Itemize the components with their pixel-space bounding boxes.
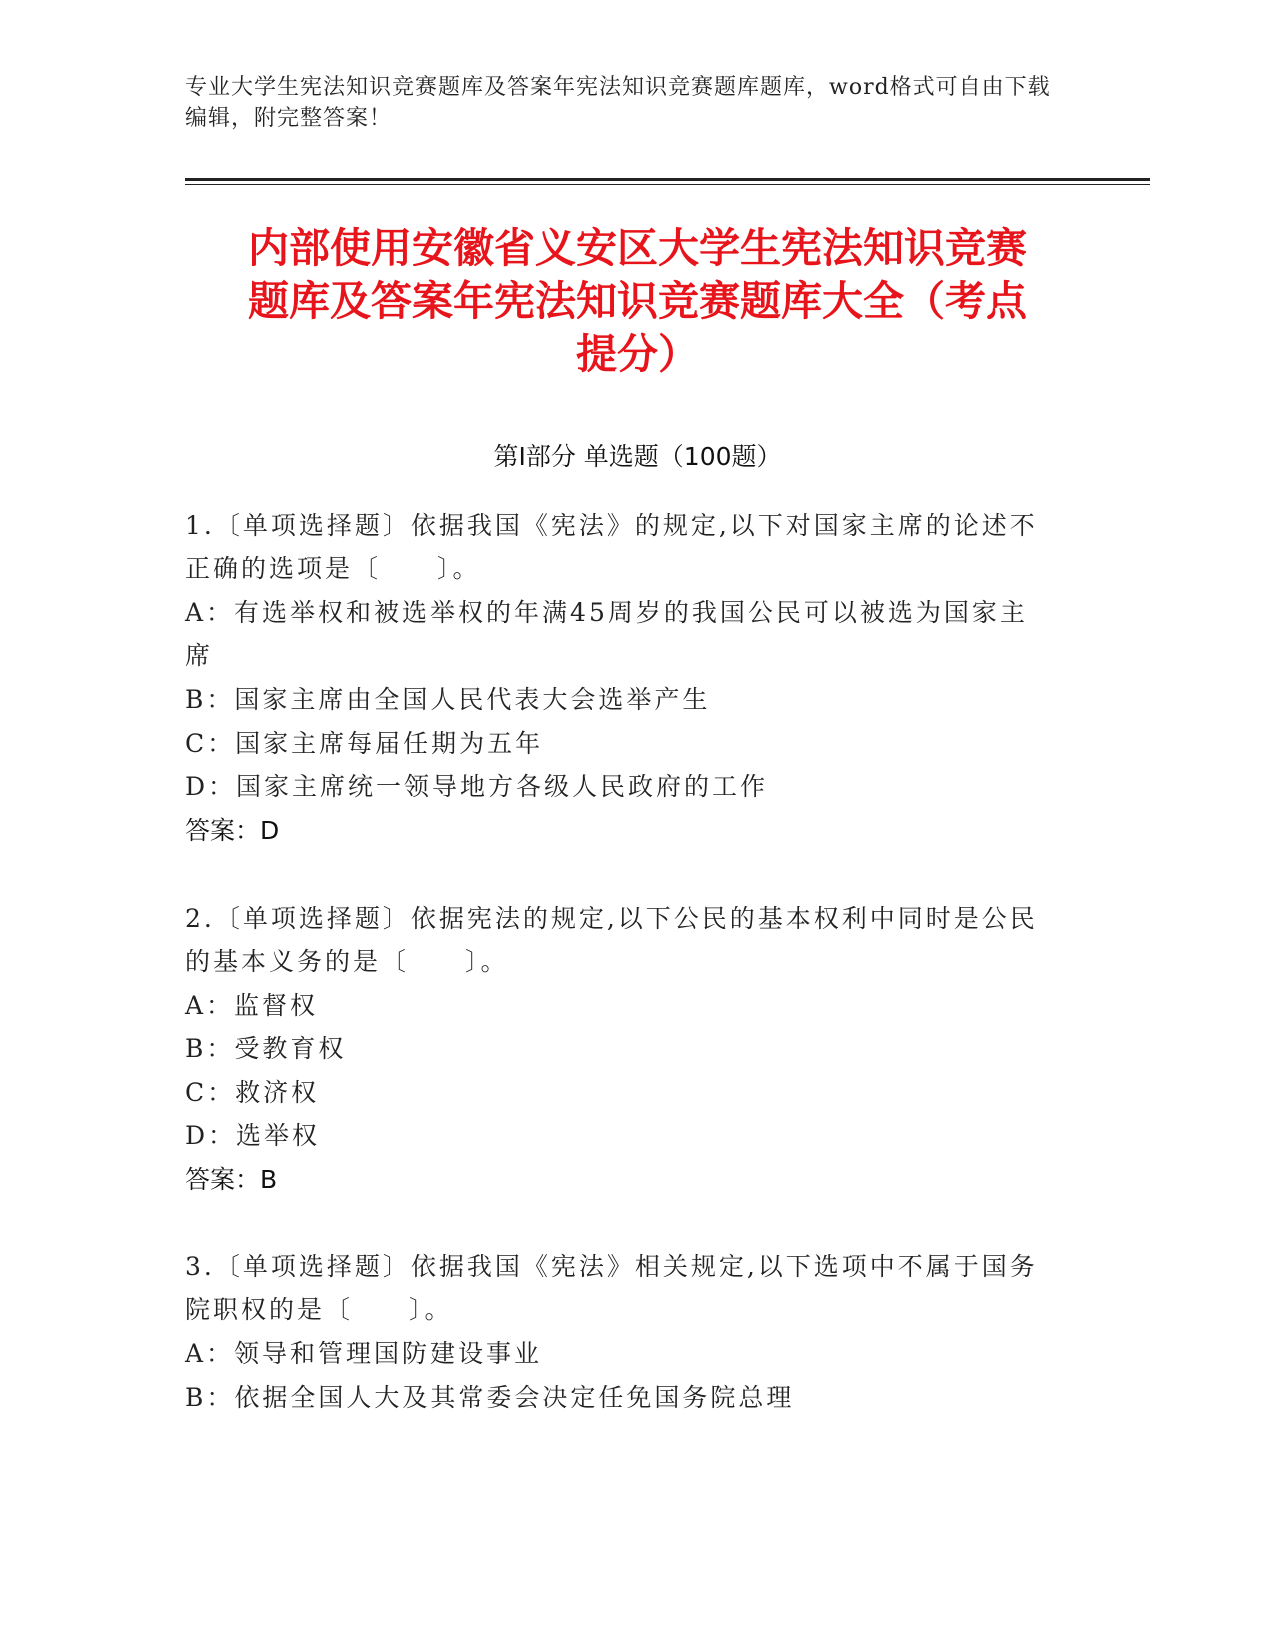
title-line-1: 内部使用安徽省义安区大学生宪法知识竞赛 xyxy=(248,224,1027,272)
question-3-option-a: A：领导和管理国防建设事业 xyxy=(185,1339,543,1368)
question-2-stem-line-2: 的基本义务的是〔 〕。 xyxy=(185,947,509,976)
question-3-stem-line-1: 3.〔单项选择题〕依据我国《宪法》相关规定,以下选项中不属于国务 xyxy=(185,1252,1038,1281)
question-1-option-a-cont: 席 xyxy=(185,641,214,670)
question-1-option-c: C：国家主席每届任期为五年 xyxy=(185,729,544,758)
header-rule-thick xyxy=(185,178,1150,181)
question-2-option-b: B：受教育权 xyxy=(185,1034,347,1063)
question-2-answer: 答案：B xyxy=(185,1165,278,1194)
question-2-option-c: C：救济权 xyxy=(185,1078,320,1107)
question-2-option-a: A：监督权 xyxy=(185,991,319,1020)
question-1-answer: 答案：D xyxy=(185,816,280,845)
header-note: 专业大学生宪法知识竞赛题库及答案年宪法知识竞赛题库题库，word格式可自由下载编辑，附完整答案！ xyxy=(185,75,1051,131)
title-line-2: 题库及答案年宪法知识竞赛题库大全（考点 xyxy=(248,277,1027,325)
title-line-3: 提分） xyxy=(576,330,699,378)
header-rule-thin xyxy=(185,184,1150,185)
question-1-option-b: B：国家主席由全国人民代表大会选举产生 xyxy=(185,685,711,714)
question-2-stem-line-1: 2.〔单项选择题〕依据宪法的规定,以下公民的基本权利中同时是公民 xyxy=(185,904,1038,933)
question-1-option-a: A：有选举权和被选举权的年满45周岁的我国公民可以被选为国家主 xyxy=(185,598,1028,627)
question-1-stem-line-1: 1.〔单项选择题〕依据我国《宪法》的规定,以下对国家主席的论述不 xyxy=(185,511,1038,540)
question-3-option-b: B：依据全国人大及其常委会决定任免国务院总理 xyxy=(185,1383,795,1412)
question-2-option-d: D：选举权 xyxy=(185,1121,321,1150)
section-title: 第Ⅰ部分 单选题（100题） xyxy=(493,442,782,471)
question-3-stem-line-2: 院职权的是〔 〕。 xyxy=(185,1295,453,1324)
question-1-option-d: D：国家主席统一领导地方各级人民政府的工作 xyxy=(185,772,769,801)
question-1-stem-line-2: 正确的选项是〔 〕。 xyxy=(185,554,481,583)
document-title xyxy=(190,222,1085,381)
